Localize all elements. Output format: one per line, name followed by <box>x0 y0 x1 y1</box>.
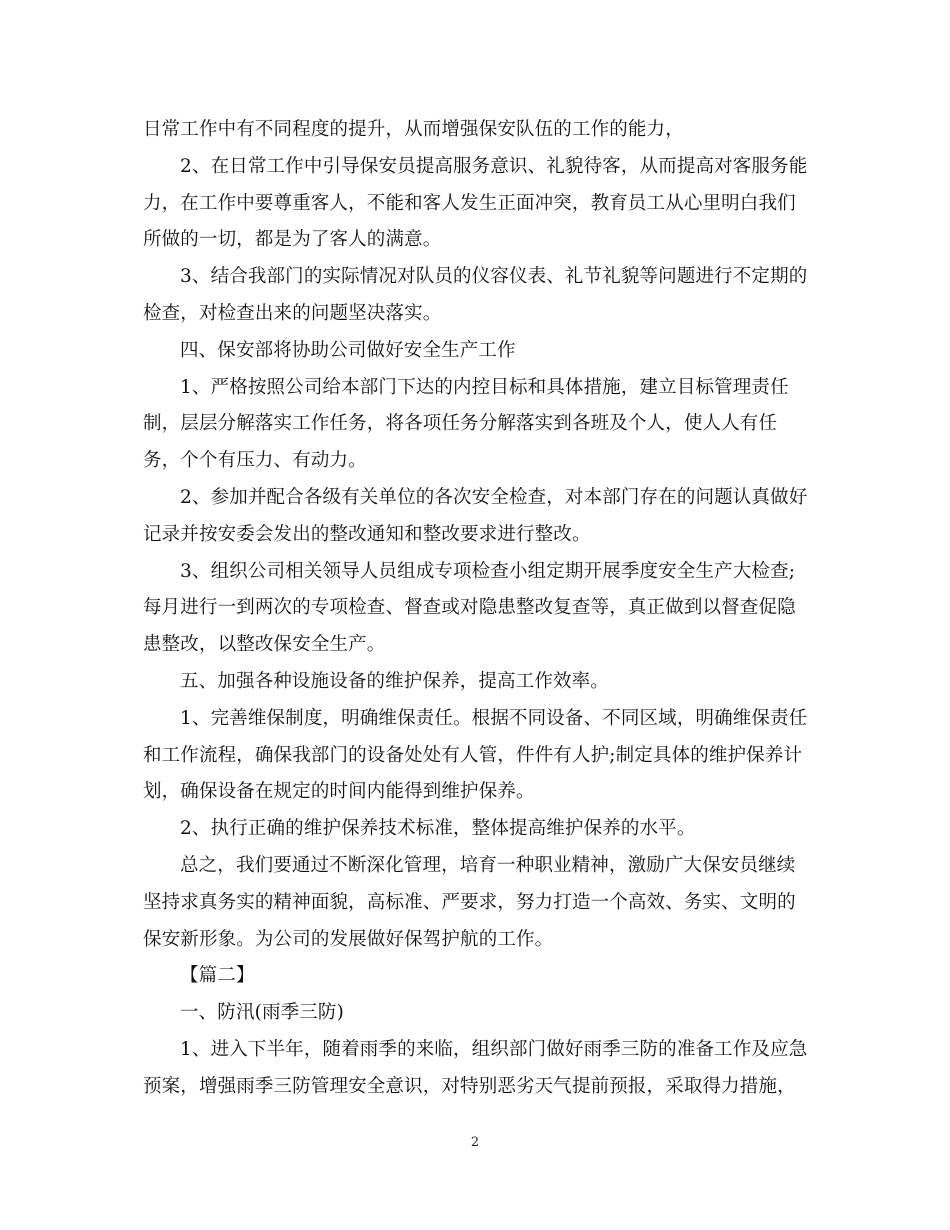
text-line: 制，层层分解落实工作任务，将各项任务分解落实到各班及个人，使人人有任 <box>143 413 778 435</box>
text-line: 务，个个有压力、有动力。 <box>143 450 367 472</box>
paragraph-start-line: 3、结合我部门的实际情况对队员的仪容仪表、礼节礼貌等问题进行不定期的 <box>180 266 808 288</box>
document-body <box>143 112 813 1106</box>
text-line: 划，确保设备在规定的时间内能得到维护保养。 <box>143 781 535 803</box>
paragraph-start-line: 1、严格按照公司给本部门下达的内控目标和具体措施，建立目标管理责任 <box>180 376 789 398</box>
section-heading: 五、加强各种设施设备的维护保养，提高工作效率。 <box>180 670 609 692</box>
page-number: 2 <box>470 1135 480 1150</box>
section-heading: 四、保安部将协助公司做好安全生产工作 <box>180 339 516 361</box>
paragraph-start-line: 2、在日常工作中引导保安员提高服务意识、礼貌待客，从而提高对客服务能 <box>180 155 808 177</box>
text-line: 保安新形象。为公司的发展做好保驾护航的工作。 <box>143 928 554 950</box>
text-line: 坚持求真务实的精神面貌，高标准、严要求，努力打造一个高效、务实、文明的 <box>143 891 796 913</box>
text-line: 所做的一切，都是为了客人的满意。 <box>143 229 442 251</box>
paragraph-start-line: 1、进入下半年，随着雨季的来临，组织部门做好雨季三防的准备工作及应急 <box>180 1038 808 1060</box>
text-line: 预案，增强雨季三防管理安全意识，对特别恶劣天气提前预报，采取得力措施， <box>143 1075 796 1097</box>
text-line: 日常工作中有不同程度的提升，从而增强保安队伍的工作的能力， <box>143 119 684 140</box>
text-line: 记录并按安委会发出的整改通知和整改要求进行整改。 <box>143 523 591 545</box>
section-heading: 一、防汛(雨季三防) <box>180 1002 344 1024</box>
text-line: 力，在工作中要尊重客人，不能和客人发生正面冲突，教育员工从心里明白我们 <box>143 192 796 214</box>
text-line: 患整改，以整改保安全生产。 <box>143 634 386 656</box>
text-line: 检查，对检查出来的问题坚决落实。 <box>143 302 442 324</box>
paragraph-start-line: 1、完善维保制度，明确维保责任。根据不同设备、不同区域，明确维保责任 <box>180 707 808 729</box>
paragraph-start-line: 3、组织公司相关领导人员组成专项检查小组定期开展季度安全生产大检查; <box>180 560 796 582</box>
paragraph-start-line: 总之，我们要通过不断深化管理，培育一种职业精神，激励广大保安员继续 <box>180 854 796 876</box>
text-line: 每月进行一到两次的专项检查、督查或对隐患整改复查等，真正做到以督查促隐 <box>143 597 796 619</box>
paragraph-start-line: 2、参加并配合各级有关单位的各次安全检查，对本部门存在的问题认真做好 <box>180 486 808 508</box>
part-heading: 【篇二】 <box>180 965 255 987</box>
text-line: 和工作流程，确保我部门的设备处处有人管，件件有人护;制定具体的维护保养计 <box>143 744 803 766</box>
paragraph-start-line: 2、执行正确的维护保养技术标准，整体提高维护保养的水平。 <box>180 818 696 840</box>
